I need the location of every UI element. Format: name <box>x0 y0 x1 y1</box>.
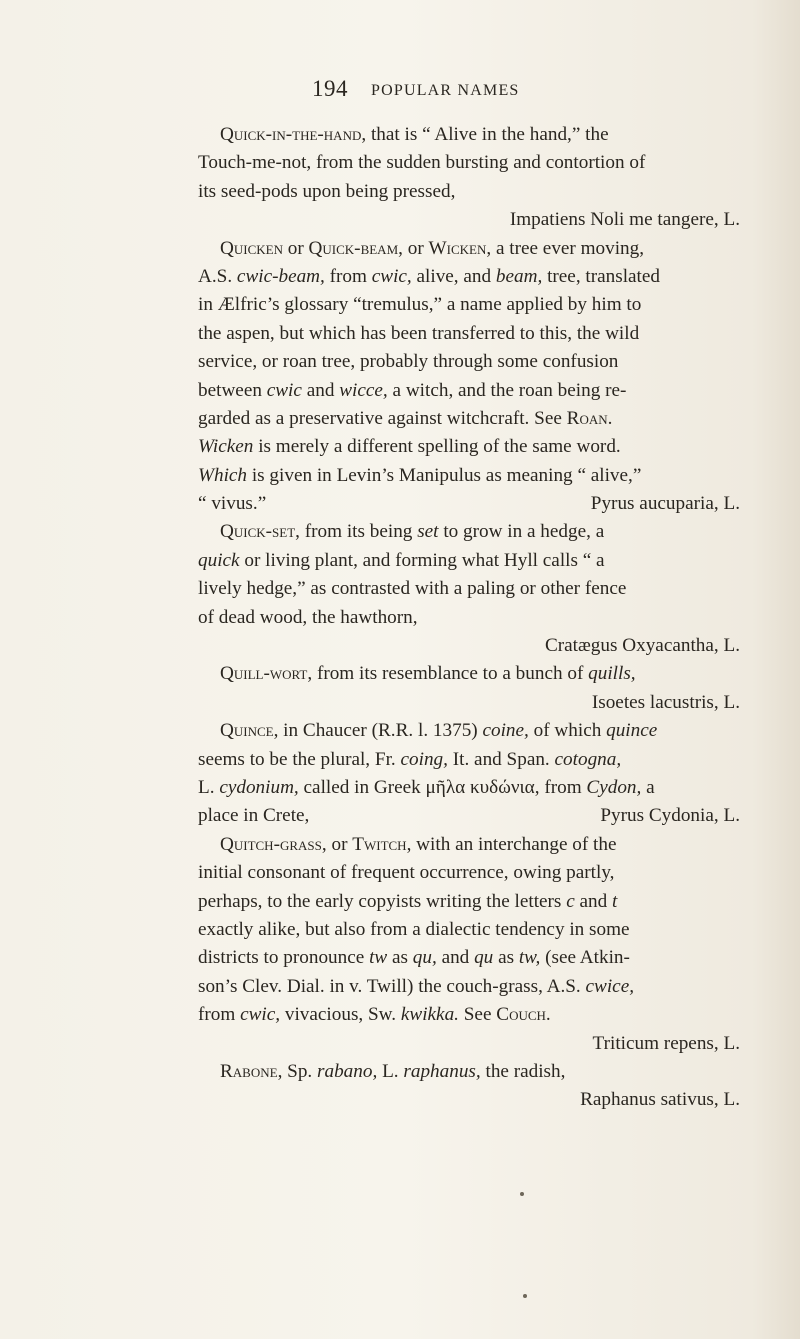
italic-term: qu, <box>412 947 437 969</box>
text-run: exactly alike, but also from a dialectic tendency in some <box>198 918 630 940</box>
italic-term: cwice, <box>585 975 635 997</box>
body-text <box>198 121 740 1115</box>
text-line <box>198 149 740 177</box>
italic-term: quills, <box>588 663 636 685</box>
italic-term: Which <box>198 464 248 486</box>
text-run: is given in Levin’s Manipulus as meaning “ alive,” <box>247 464 642 486</box>
text-line <box>198 206 740 234</box>
text-line-content <box>198 919 630 940</box>
text-run: See <box>458 1004 497 1026</box>
text-line <box>198 121 740 149</box>
italic-term: cwic, <box>240 1004 281 1026</box>
text-line-content <box>198 802 309 830</box>
page-number: 194 <box>312 76 348 101</box>
italic-term: t <box>612 890 618 912</box>
text-run: Cratægus Oxyacantha, L. <box>544 635 740 657</box>
text-run: service, or roan tree, probably through some confusion <box>198 351 619 373</box>
text-run: called in Greek μῆλα κυδώνια, from <box>298 776 587 798</box>
italic-term: coine, <box>482 720 529 742</box>
headword: Quick-beam, <box>308 237 403 259</box>
speck <box>520 1192 524 1196</box>
text-line-content <box>592 692 740 713</box>
italic-term: tw, <box>518 947 541 969</box>
text-run: the aspen, but which has been transferred to this, the wild <box>198 322 640 344</box>
text-line <box>198 774 740 802</box>
text-run: perhaps, to the early copyists writing the letters <box>198 890 567 912</box>
text-run: alive, and <box>411 265 496 287</box>
text-line <box>198 320 740 348</box>
text-line <box>198 490 740 518</box>
text-line <box>198 178 740 206</box>
text-run: It. and Span. <box>447 748 555 770</box>
text-run: Isoetes lacustris, L. <box>591 691 740 713</box>
text-run: a tree ever moving, <box>491 237 645 259</box>
italic-term: cwic <box>266 379 302 401</box>
headword: Couch. <box>496 1004 551 1026</box>
text-line <box>198 433 740 461</box>
text-line-content <box>220 238 644 259</box>
text-run: garded as a preservative against witchcraft. See <box>198 407 567 429</box>
text-run: seems to be the plural, Fr. <box>198 748 401 770</box>
running-head: POPULAR NAMES <box>371 82 520 99</box>
text-run: or <box>402 237 429 259</box>
text-line-content <box>198 749 621 770</box>
botanical-name: Pyrus Cydonia, L. <box>600 805 740 827</box>
text-run: from its resemblance to a bunch of <box>312 663 589 685</box>
italic-term: wicce, <box>339 379 388 401</box>
text-line-content <box>220 521 604 542</box>
text-line-content <box>198 408 612 429</box>
italic-term: cydonium, <box>219 776 299 798</box>
italic-term: raphanus, <box>403 1060 481 1082</box>
text-line <box>198 632 740 660</box>
text-run: vivacious, Sw. <box>280 1004 401 1026</box>
text-line <box>198 377 740 405</box>
text-line-content <box>198 976 634 997</box>
text-line <box>198 802 740 830</box>
text-run: from <box>324 265 372 287</box>
headword: Roan. <box>566 407 613 429</box>
italic-term: Wicken <box>198 436 254 458</box>
text-run: is merely a different spelling of the same word. <box>253 436 621 458</box>
text-run: Triticum repens, L. <box>592 1032 740 1054</box>
text-run: A.S. <box>198 265 237 287</box>
text-line-content <box>198 351 618 372</box>
text-line-content <box>198 1004 551 1025</box>
text-run: lively hedge,” as contrasted with a paling or other fence <box>198 578 627 600</box>
text-run: as <box>387 947 413 969</box>
text-run: a witch, and the roan being re- <box>387 379 627 401</box>
text-line <box>198 291 740 319</box>
text-run: tree, translated <box>542 265 660 287</box>
text-run: of dead wood, the hawthorn, <box>198 606 418 628</box>
text-line-content <box>198 266 660 287</box>
italic-term: set <box>417 521 439 543</box>
italic-term: rabano, <box>317 1060 378 1082</box>
text-line-content <box>198 607 418 628</box>
text-run: son’s Clev. Dial. in v. Twill) the couch-grass, A.S. <box>198 975 586 997</box>
text-line <box>198 462 740 490</box>
text-line <box>198 831 740 859</box>
text-line <box>198 973 740 1001</box>
text-run: as <box>493 947 519 969</box>
text-run: a <box>641 776 655 798</box>
text-run: Raphanus sativus, L. <box>580 1089 740 1111</box>
text-line-content <box>198 578 626 599</box>
italic-term: tw <box>369 947 388 969</box>
text-run: and <box>301 379 340 401</box>
text-line-content <box>198 380 626 401</box>
italic-term: kwikka. <box>400 1004 459 1026</box>
text-line <box>198 604 740 632</box>
text-line <box>198 888 740 916</box>
italic-term: cwic, <box>371 265 412 287</box>
text-line-content <box>198 152 645 173</box>
text-line <box>198 405 740 433</box>
text-run: that is “ Alive in the hand,” the <box>366 124 609 145</box>
headword: Quicken <box>220 237 283 259</box>
speck <box>523 1294 527 1298</box>
text-line-content <box>220 1061 565 1082</box>
text-line-content <box>220 834 617 855</box>
text-run: and <box>436 947 475 969</box>
text-line <box>198 944 740 972</box>
text-line <box>198 1001 740 1029</box>
text-run: its seed-pods upon being pressed, <box>198 180 456 202</box>
text-line-content <box>198 947 630 968</box>
text-line-content <box>510 209 740 230</box>
text-line-content <box>198 891 617 912</box>
text-line <box>198 859 740 887</box>
italic-term: c <box>566 890 575 912</box>
italic-term: qu <box>474 947 494 969</box>
text-run: (see Atkin- <box>540 947 630 969</box>
text-line <box>198 547 740 575</box>
text-line-content <box>220 720 657 741</box>
text-run: or living plant, and forming what Hyll calls “ a <box>239 549 605 571</box>
italic-term: cwic-beam, <box>236 265 325 287</box>
italic-term: quick <box>198 549 240 571</box>
text-line <box>198 575 740 603</box>
text-line-content <box>220 663 636 684</box>
text-line <box>198 660 740 688</box>
text-line-content <box>198 490 266 518</box>
italic-term: beam, <box>495 265 543 287</box>
text-run: L. <box>377 1060 404 1082</box>
text-run: in Chaucer (R.R. l. 1375) <box>278 720 483 742</box>
text-run: L. <box>198 776 220 798</box>
text-run: with an interchange of the <box>411 833 617 855</box>
text-run: the radish, <box>480 1060 566 1082</box>
text-line <box>198 689 740 717</box>
text-line-content <box>198 777 655 798</box>
text-line <box>198 746 740 774</box>
headword: Wicken, <box>428 237 492 259</box>
text-run: to grow in a hedge, a <box>438 521 605 543</box>
text-line <box>198 1030 740 1058</box>
text-run: in Ælfric’s glossary “tremulus,” a name applied by him to <box>198 294 642 316</box>
text-line-content <box>593 1033 740 1054</box>
text-run: “ vivus.” <box>198 493 267 515</box>
text-run: from its being <box>299 521 418 543</box>
headword: Quill-wort, <box>220 663 313 685</box>
text-run: or <box>326 833 353 855</box>
italic-term: cotogna, <box>554 748 622 770</box>
headword: Quick-set, <box>220 521 300 543</box>
text-line <box>198 348 740 376</box>
text-line-content <box>198 181 455 202</box>
text-line-content <box>198 862 614 883</box>
text-run: from <box>198 1004 241 1026</box>
text-line-content <box>545 635 740 656</box>
text-line-content <box>198 294 641 315</box>
headword: Rabone, <box>220 1060 283 1082</box>
text-line <box>198 235 740 263</box>
text-line <box>198 1058 740 1086</box>
italic-term: Cydon, <box>586 776 642 798</box>
text-run: between <box>198 379 267 401</box>
text-run: Sp. <box>282 1060 318 1082</box>
headword: Quitch-grass, <box>220 833 327 855</box>
text-line <box>198 518 740 546</box>
text-line-content <box>198 436 621 457</box>
italic-term: coing, <box>400 748 448 770</box>
text-run: of which <box>528 720 607 742</box>
text-run: Touch-me-not, from the sudden bursting and contortion of <box>198 152 646 174</box>
text-line <box>198 263 740 291</box>
headword: Twitch, <box>352 833 412 855</box>
text-run: place in Crete, <box>198 805 310 827</box>
text-line <box>198 717 740 745</box>
text-line <box>198 1086 740 1114</box>
text-line <box>198 916 740 944</box>
text-run: districts to pronounce <box>198 947 370 969</box>
botanical-name: Pyrus aucuparia, L. <box>590 493 740 515</box>
text-line-content <box>220 124 609 145</box>
text-line-content <box>580 1089 740 1110</box>
text-run: initial consonant of frequent occurrence, owing partly, <box>198 862 615 884</box>
headword: Quick-in-the-hand, <box>220 124 367 145</box>
text-run: and <box>574 890 613 912</box>
text-run: Impatiens Noli me tangere, L. <box>509 209 740 231</box>
italic-term: quince <box>606 720 658 742</box>
text-line-content <box>198 465 641 486</box>
text-line-content <box>198 550 605 571</box>
text-line-content <box>198 323 639 344</box>
text-run: or <box>282 237 309 259</box>
headword: Quince, <box>220 720 279 742</box>
